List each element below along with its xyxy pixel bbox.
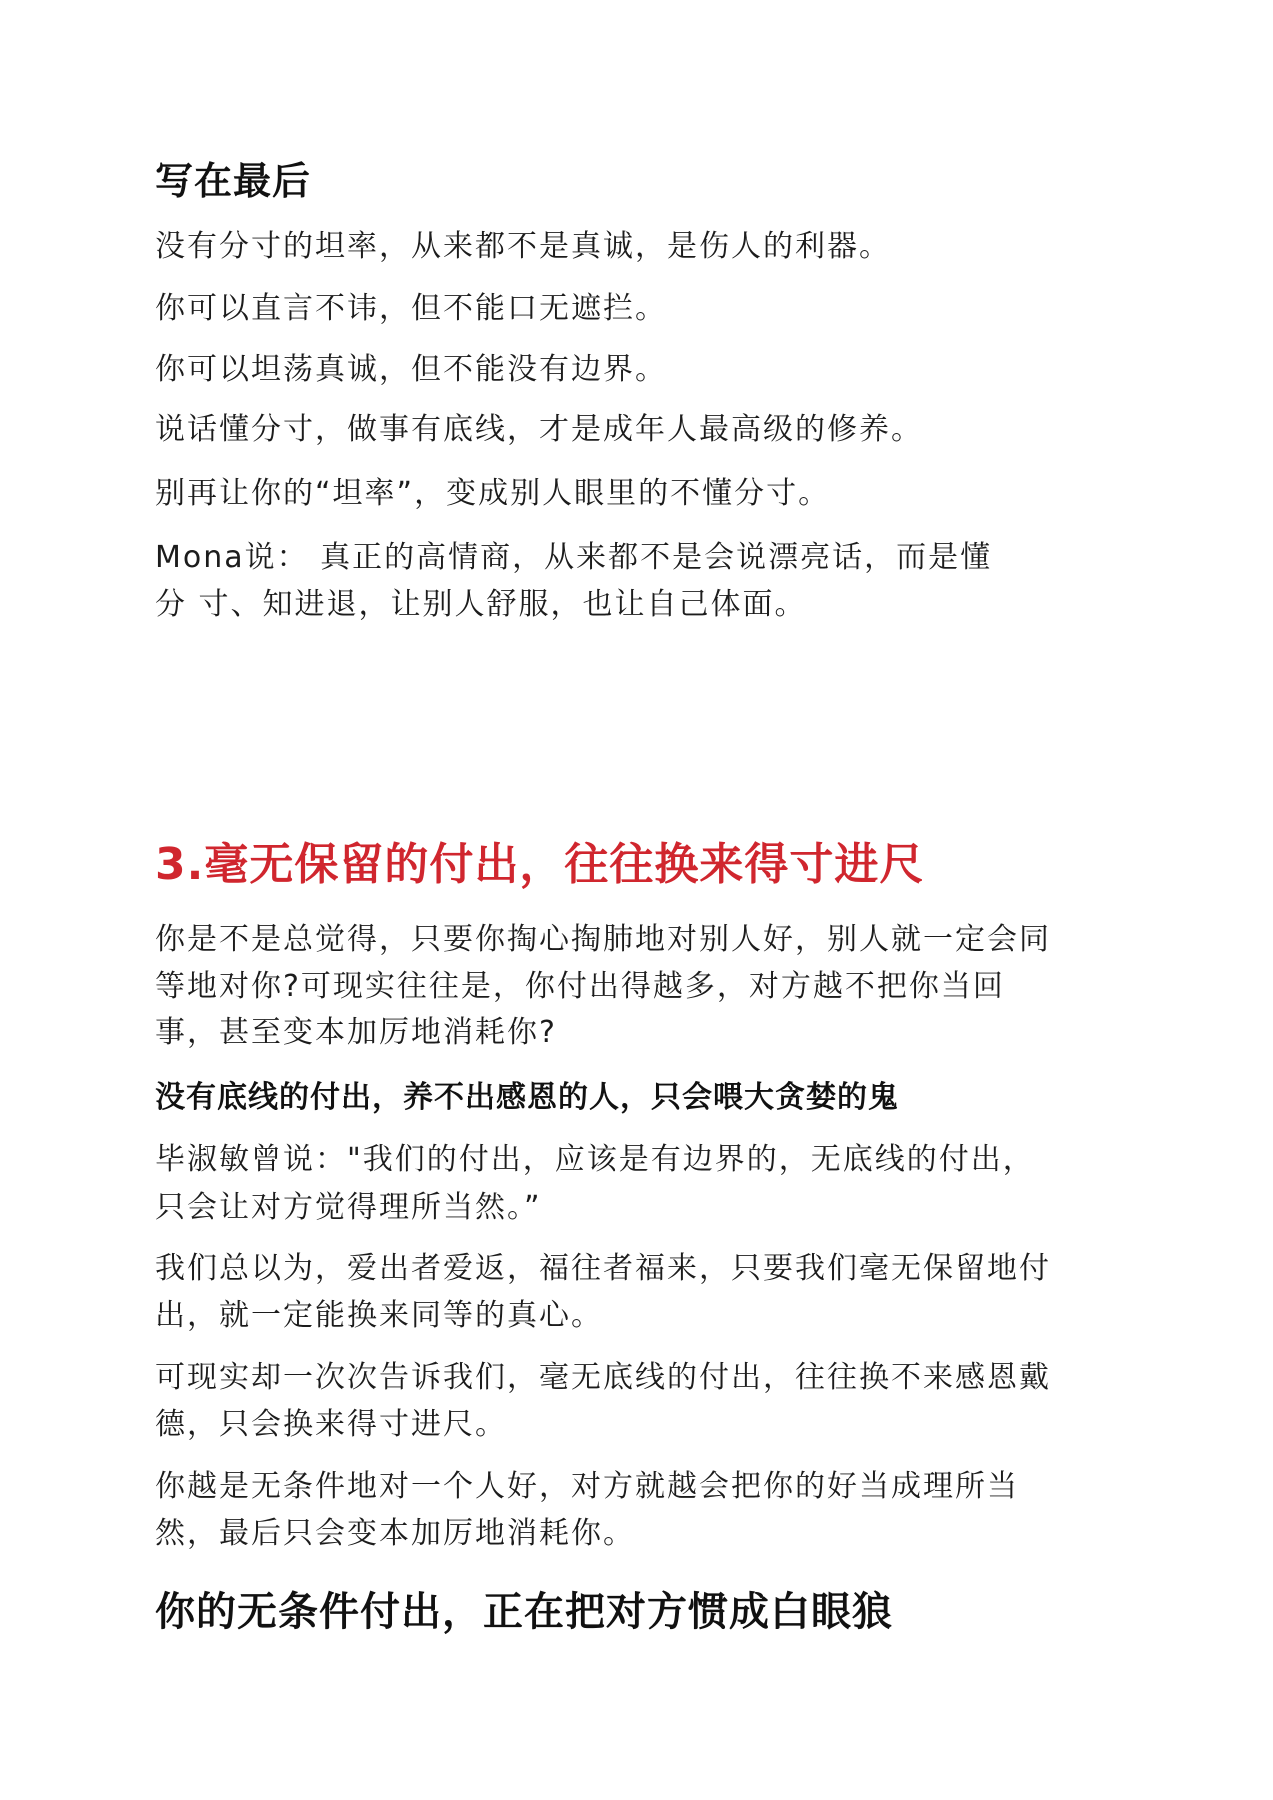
- paragraph-line: 你可以坦荡真诚，但不能没有边界。: [155, 352, 667, 387]
- section-heading-3: 3.毫无保留的付出，往往换来得寸进尺: [155, 839, 925, 890]
- paragraph-line: 没有分寸的坦率，从来都不是真诚，是伤人的利器。: [155, 229, 891, 264]
- paragraph-line: 分 寸、知进退，让别人舒服，也让自己体面。: [155, 587, 807, 622]
- paragraph-line: 你可以直言不讳，但不能口无遮拦。: [155, 291, 667, 326]
- quote-line: 毕淑敏曾说："我们的付出，应该是有边界的，无底线的付出，: [155, 1142, 1035, 1177]
- paragraph-line: Mona说： 真正的高情商，从来都不是会说漂亮话，而是懂: [155, 540, 993, 575]
- subheading: 没有底线的付出，养不出感恩的人，只会喂大贪婪的鬼: [155, 1080, 899, 1115]
- paragraph-line: 可现实却一次次告诉我们，毫无底线的付出，往往换不来感恩戴: [155, 1360, 1051, 1395]
- paragraph-line: 说话懂分寸，做事有底线，才是成年人最高级的修养。: [155, 412, 923, 447]
- section-heading-end: 写在最后: [155, 159, 312, 203]
- paragraph-line: 你越是无条件地对一个人好，对方就越会把你的好当成理所当: [155, 1469, 1019, 1504]
- quote-line: 只会让对方觉得理所当然。”: [155, 1190, 542, 1225]
- paragraph-line: 然，最后只会变本加厉地消耗你。: [155, 1516, 635, 1551]
- paragraph-line: 事，甚至变本加厉地消耗你?: [155, 1015, 557, 1050]
- paragraph-line: 别再让你的“坦率”，变成别人眼里的不懂分寸。: [155, 476, 831, 511]
- section-heading-2: 你的无条件付出，正在把对方惯成白眼狼: [155, 1589, 893, 1635]
- paragraph-line: 我们总以为，爱出者爱返，福往者福来，只要我们毫无保留地付: [155, 1251, 1051, 1286]
- paragraph-line: 等地对你?可现实往往是，你付出得越多，对方越不把你当回: [155, 969, 1005, 1004]
- paragraph-line: 出，就一定能换来同等的真心。: [155, 1298, 603, 1333]
- paragraph-line: 你是不是总觉得，只要你掏心掏肺地对别人好，别人就一定会同: [155, 922, 1051, 957]
- paragraph-line: 德，只会换来得寸进尺。: [155, 1407, 507, 1442]
